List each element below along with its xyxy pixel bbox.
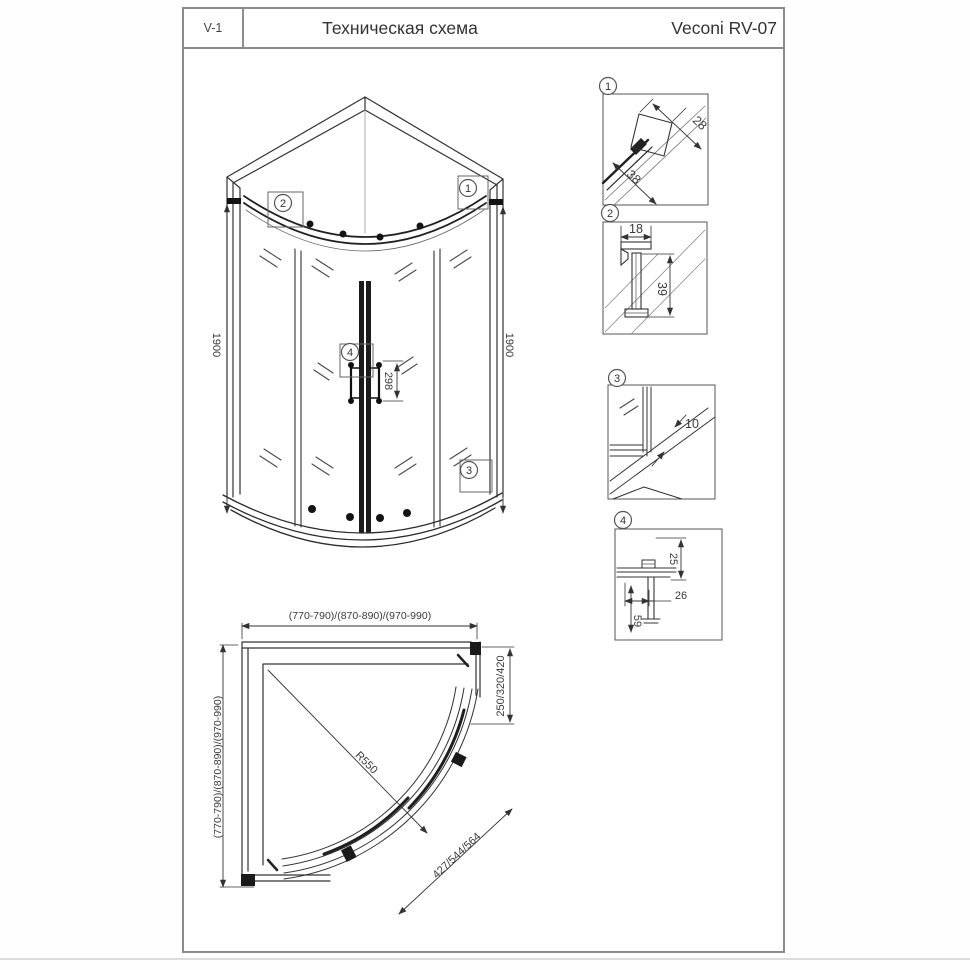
callouts: [268, 176, 492, 492]
detail-3-arrow-a: [652, 452, 664, 466]
page-bottom-divider: [0, 958, 970, 960]
detail-1-dim-a: 28: [689, 113, 710, 133]
detail-3-dim-a: 10: [685, 417, 699, 431]
detail-1-label: 1: [604, 81, 612, 93]
plan-door-arc-left: [324, 798, 408, 854]
detail-1-dim-b: 38: [623, 167, 644, 187]
door-handles: [348, 362, 382, 404]
plan-radius-line: [268, 670, 427, 833]
detail-3: [608, 370, 715, 500]
detail-4-glass-plate: [617, 568, 676, 577]
title-bar: [184, 9, 783, 49]
glass-hatch-marks: [260, 249, 471, 475]
plan-chord: 427/544/564: [430, 830, 484, 882]
plan-width-ext: [242, 623, 477, 639]
detail-3-tray-edge: [610, 408, 715, 494]
door-stile-right: [366, 281, 371, 533]
sheet-title: Техническая схема: [322, 17, 478, 38]
plan-depth: (770-790)/(870-890)/(970-990): [212, 695, 224, 839]
callout-2-number: 2: [279, 198, 287, 210]
plan-width: (770-790)/(870-890)/(970-990): [288, 610, 432, 622]
detail-4-label: 4: [619, 515, 627, 527]
detail-3-hatch: [620, 399, 638, 415]
plan-wall-block-bottom: [241, 874, 255, 886]
sheet-code: V-1: [184, 9, 244, 47]
detail-4-dim-b: 26: [674, 590, 688, 602]
detail-4-dim-c: 59: [631, 614, 643, 628]
door-stile-left: [359, 281, 364, 533]
model-name: Veconi RV-07: [671, 17, 777, 38]
detail-2-profile: [621, 242, 651, 317]
detail-1: [600, 78, 710, 206]
drawing-canvas: [184, 49, 783, 951]
detail-2-dim-a: 18: [629, 222, 643, 236]
callout-4-number: 4: [346, 347, 354, 359]
wall-cap-left: [227, 198, 241, 204]
front-view: [210, 97, 515, 547]
detail-3-box: [608, 385, 715, 499]
detail-1-box: [603, 94, 708, 205]
detail-1-dim-ext: [640, 99, 686, 121]
detail-3-ledge: [610, 445, 647, 456]
detail-2-diagonals: [605, 230, 705, 333]
plan-depth-ext: [220, 645, 254, 887]
detail-2-label: 2: [606, 208, 614, 220]
callout-1-number: 1: [464, 183, 472, 195]
detail-4: [615, 512, 723, 641]
plan-radius: R550: [352, 749, 380, 777]
wall-cap-right: [489, 199, 503, 205]
plan-entry: 250/320/420: [495, 655, 507, 717]
plan-entry-ext: [471, 647, 514, 724]
plan-view: [212, 610, 514, 914]
detail-4-foot: [642, 619, 660, 623]
dim-height-left: 1900: [210, 332, 222, 358]
detail-1-rail-thin: [607, 147, 652, 190]
detail-4-dim-a: 25: [667, 552, 679, 566]
detail-3-corner: [613, 487, 682, 499]
detail-1-construction: [605, 106, 706, 205]
callout-3-number: 3: [465, 465, 473, 477]
detail-2: [602, 205, 708, 335]
plan-wall-block-top: [470, 642, 481, 655]
dim-height-right: 1900: [503, 332, 515, 358]
detail-3-label: 3: [613, 373, 621, 385]
detail-3-glass-edge: [643, 387, 651, 456]
dim-handle-spacing: 298: [382, 371, 394, 391]
plan-glass-arcs: [282, 687, 478, 879]
detail-2-dim-b: 39: [655, 282, 669, 296]
drawing-sheet: [182, 7, 785, 953]
plan-handle-block-right: [451, 752, 467, 767]
